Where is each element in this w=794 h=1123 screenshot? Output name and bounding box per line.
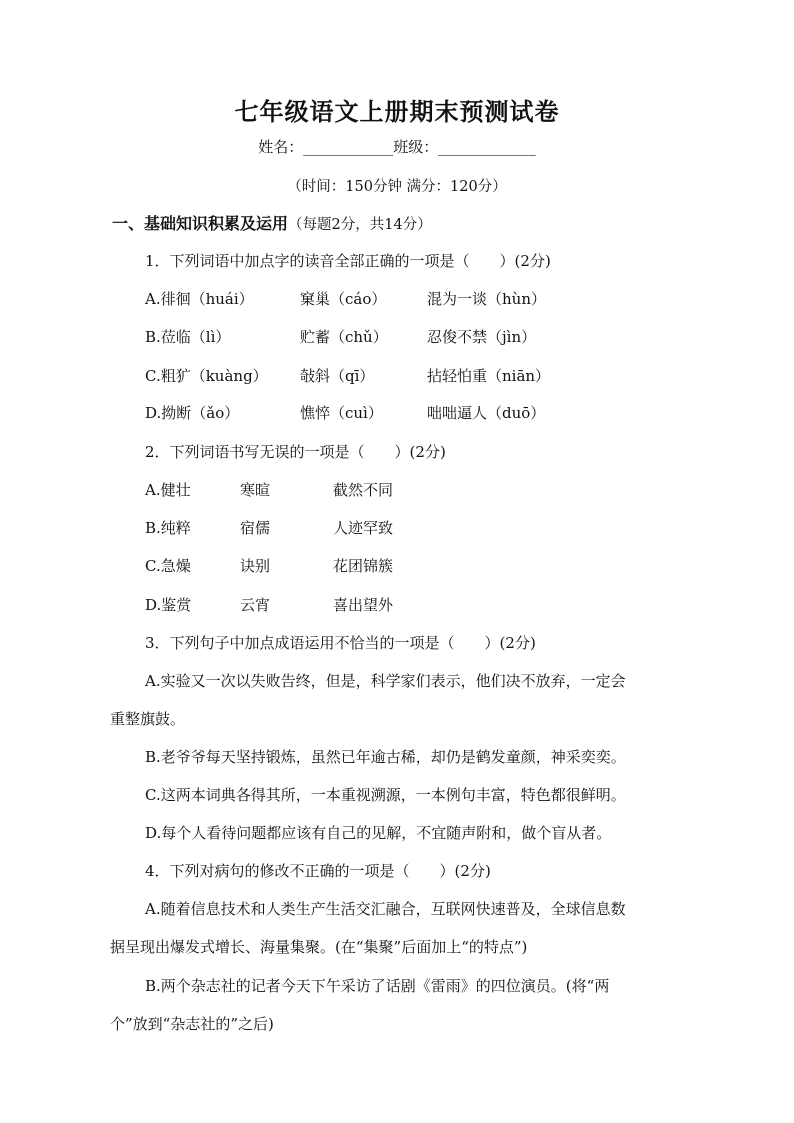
option-item: 寒暄 xyxy=(240,481,271,499)
option-item: 宿儒 xyxy=(240,519,271,537)
question-4-stem: 4．下列对病句的修改不正确的一项是（ ）(2分) xyxy=(145,862,491,880)
section-heading xyxy=(112,211,432,234)
question-3-option-c: C.这两本词典各得其所，一本重视溯源，一本例句丰富，特色都很鲜明。 xyxy=(145,786,626,804)
option-item: 敧斜（qī） xyxy=(300,367,375,385)
name-class-line: 姓名：____________班级：_____________ xyxy=(258,138,536,156)
option-item: 混为一谈（hùn） xyxy=(427,290,546,308)
option-item: 贮蓄（chǔ） xyxy=(300,328,388,346)
option-item: 憔悴（cuì） xyxy=(300,404,383,422)
option-item: B.莅临（lì） xyxy=(145,328,231,346)
option-item: 截然不同 xyxy=(333,481,394,499)
option-item: 人迹罕致 xyxy=(333,519,394,537)
option-item: 窠巢（cáo） xyxy=(300,290,387,308)
page-title: 七年级语文上册期末预测试卷 xyxy=(234,98,560,126)
section-title: 一、基础知识积累及运用 xyxy=(112,214,289,233)
option-item: D.鉴赏 xyxy=(145,596,192,614)
option-item: 云宵 xyxy=(240,596,271,614)
option-item: C.粗犷（kuàng） xyxy=(145,367,268,385)
question-1-stem: 1．下列词语中加点字的读音全部正确的一项是（ ）(2分) xyxy=(145,252,551,270)
section-score-note: （每题2分，共14分） xyxy=(288,217,432,233)
option-item: 拈轻怕重（niān） xyxy=(427,367,551,385)
option-item: B.纯粹 xyxy=(145,519,191,537)
question-4-option-a-line-2: 据呈现出爆发式增长、海量集聚。(在“集聚”后面加上“的特点”) xyxy=(110,938,528,956)
question-2-stem: 2．下列词语书写无误的一项是（ ）(2分) xyxy=(145,443,446,461)
option-item: D.拗断（ǎo） xyxy=(145,404,240,422)
question-3-stem: 3．下列句子中加点成语运用不恰当的一项是（ ）(2分) xyxy=(145,634,536,652)
option-item: C.急燥 xyxy=(145,557,191,575)
option-item: A.健壮 xyxy=(145,481,191,499)
question-4-option-a-line-1: A.随着信息技术和人类生产生活交汇融合，互联网快速普及，全球信息数 xyxy=(145,900,626,918)
question-4-option-b-line-2: 个”放到“杂志社的”之后) xyxy=(110,1015,274,1033)
option-item: 忍俊不禁（jìn） xyxy=(427,328,537,346)
question-3-option-d: D.每个人看待问题都应该有自己的见解，不宜随声附和，做个盲从者。 xyxy=(145,824,612,842)
time-score-line: （时间：150分钟 满分：120分） xyxy=(287,179,507,195)
option-item: 花团锦簇 xyxy=(333,557,394,575)
question-4-option-b-line-1: B.两个杂志社的记者今天下午采访了话剧《雷雨》的四位演员。(将“两 xyxy=(145,977,610,995)
option-item: A.徘徊（huái） xyxy=(145,290,254,308)
question-3-option-a-line-1: A.实验又一次以失败告终，但是，科学家们表示，他们决不放弃，一定会 xyxy=(145,672,626,690)
question-3-option-a-line-2: 重整旗鼓。 xyxy=(110,710,186,728)
question-3-option-b: B.老爷爷每天坚持锻炼，虽然已年逾古稀，却仍是鹤发童颜，神采奕奕。 xyxy=(145,748,626,766)
option-item: 咄咄逼人（duō） xyxy=(427,404,546,422)
option-item: 诀别 xyxy=(240,557,271,575)
option-item: 喜出望外 xyxy=(333,596,394,614)
